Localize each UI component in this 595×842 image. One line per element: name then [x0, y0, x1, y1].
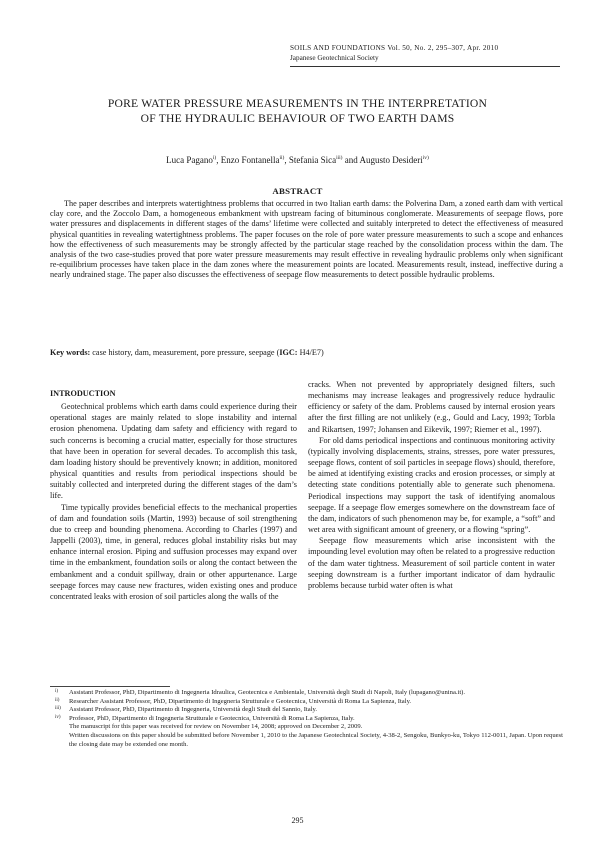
- journal-citation: SOILS AND FOUNDATIONS Vol. 50, No. 2, 295–307, Apr. 2010: [290, 44, 499, 52]
- discussion-note: [50, 732, 563, 749]
- footnote: [50, 689, 563, 698]
- author-affiliation-mark: i): [212, 155, 217, 161]
- footnote: [50, 715, 563, 724]
- footnote-text: Professor, PhD, Dipartimento di Ingegneria Strutturale e Geotecnica, Università di Roma La Sapienza, Italy.: [69, 714, 355, 722]
- title-line-2: OF THE HYDRAULIC BEHAVIOUR OF TWO EARTH DAMS: [140, 112, 455, 125]
- page-number: 295: [291, 816, 304, 825]
- author-affiliation-mark: iii): [336, 155, 343, 161]
- paragraph: Time typically provides beneficial effects to the mechanical properties of dam and foundation soils (Martin, 1993) because of soil strengthening due to creep and bounding phenomena. According to Charles (1997) and Jappelli (2003), time, in general, reduces global instability risks but may enhance internal erosion. Piping and suffusion processes may expand over time in the embankment, foundation soils or along the contact between the embankment and a conduit spillway, drain or other appurtenance. Large seepage forces may cause new fractures, widen existing ones and produce concentrated leaks with erosion of soil particles along the walls of the: [50, 502, 297, 601]
- footnote-text: Written discussions on this paper should be submitted before November 1, 2010 to the Japanese Geotechnical Society, 4-38-2, Sengoku, Bunkyo-ku, Tokyo 112-0011, Japan. Upon request the closing date may be extended one month.: [69, 731, 563, 748]
- journal-publisher: Japanese Geotechnical Society: [290, 53, 379, 62]
- author-name: Luca Pagano: [166, 155, 213, 165]
- igc-value: H4/E7): [297, 348, 324, 357]
- footnote-mark: ii): [55, 697, 60, 703]
- author-affiliation-mark: iv): [422, 155, 429, 161]
- footnote-mark: iv): [55, 714, 61, 720]
- author-affiliation-mark: ii): [279, 155, 285, 161]
- footnote-mark: iii): [55, 706, 61, 712]
- footnote-text: Researcher Assistant Professor, PhD, Dipartimento di Ingegneria Strutturale e Geotecnica, Università di Roma La Sapienza, Italy.: [69, 697, 412, 705]
- author-name: Enzo Fontanella: [220, 155, 280, 165]
- footnote-text: Assistant Professor, PhD, Dipartimento di Ingegneria Idraulica, Geotecnica e Ambientale, Università degli Studi di Napoli, Italy (lupagano@unina.it).: [69, 689, 466, 696]
- author-list: [40, 152, 555, 166]
- section-heading: INTRODUCTION: [50, 389, 116, 398]
- footnote: [50, 706, 563, 715]
- footnote: [50, 698, 563, 707]
- paper-title: [40, 96, 555, 126]
- footnote-text: The manuscript for this paper was received for review on November 14, 2008; approved on December 2, 2009.: [69, 723, 363, 731]
- paragraph: For old dams periodical inspections and continuous monitoring activity (typically involving displacements, strains, stresses, pore water pressures, seepage flows, content of soil particles in seepage flows) should, therefore, be aimed at identifying existing cracks and erosion processes, or simply at detecting state conditions potentially able to generate such phenomena. Periodical inspections may support the task of identifying anomalous seepage. If a seepage flow emerges somewhere on the downstream face of the dam, indicators of such phenomenon may be, for example, a “soft” and wet area with significant amount of greenery, or a flowing “spring”.: [308, 435, 555, 535]
- author-name: Stefania Sica: [288, 155, 337, 165]
- paragraph: Seepage flow measurements which arise inconsistent with the impounding level evolution may often be related to a progressive reduction of the dam water tightness. Measurement of soil particle content in water seeping downstream is a further important indicator of dam hydraulic problems because turbid water often is what: [308, 536, 555, 590]
- keywords-label: Key words:: [50, 348, 91, 357]
- abstract-text: The paper describes and interprets watertightness problems that occurred in two Italian earth dams: the Polverina Dam, a zoned earth dam with vertical clay core, and the Zoccolo Dam, a homogeneous embankment with upstream facing of bituminous conglomerate. Measurements of seepage flows, pore water pressures and displacements in different stages of the dams’ lifetime were collected and suitably interpreted to detect the effectiveness of measured physical quantities in revealing watertightness problems. The paper focuses on the role of pore water pressure measurements to such a scope and enhances how the effectiveness of such measurements may be strongly affected by the particular stage reached by the consolidation process within the dam. The analysis of the two case-studies proved that pore water pressure measurements may result effective in revealing hydraulic problems only when significant re-equilibrium processes have taken place in the dam zones where the measurement points are located. Measurements result, instead, ineffective during a nearly undrained stage. The paper also discusses the effectiveness of seepage flow measurements to detect possible hydraulic problems.: [50, 199, 563, 280]
- igc-label: IGC:: [279, 348, 298, 357]
- author-separator: ,: [216, 155, 221, 165]
- journal-header: [290, 44, 560, 63]
- right-column: [308, 379, 555, 591]
- footnote-mark: i): [55, 689, 59, 694]
- author-separator: and: [342, 155, 360, 165]
- keywords: [50, 348, 563, 358]
- header-rule: [290, 66, 560, 67]
- paragraph: cracks. When not prevented by appropriately designed filters, such mechanisms may increase leakages and progressively reduce hydraulic efficiency or safety of the dam. Problems caused by internal erosion years after the first filling are not unlikely (e.g., Gould and Lacy, 1993; Torbla and Rikartsen, 1997; Johansen and Eikevik, 1997; Riemer et al., 1997).: [308, 380, 555, 434]
- keywords-list: case history, dam, measurement, pore pressure, seepage (: [90, 348, 280, 357]
- abstract-heading: ABSTRACT: [272, 186, 323, 196]
- author-separator: ,: [284, 155, 289, 165]
- left-column: [50, 378, 297, 602]
- footnote-text: Assistant Professor, PhD, Dipartimento di Ingegneria, Università degli Studi del Sannio, Italy.: [69, 706, 318, 714]
- footnote-rule: [50, 686, 170, 687]
- paragraph: Geotechnical problems which earth dams could experience during their operational stages are mainly related to slope instability and internal erosion phenomena. Updating dam safety and efficiency with regard to such concerns is becoming a crucial matter, especially for those structures that have been in operation for several decades. To accomplish this task, dam loading history should be preventively known; in addition, monitored physical quantities and results from periodical inspections should be suitably collected and interpreted during the different stages of the dam’s life.: [50, 402, 297, 501]
- footnotes: [50, 689, 563, 749]
- manuscript-note: [50, 723, 563, 732]
- title-line-1: PORE WATER PRESSURE MEASUREMENTS IN THE INTERPRETATION: [107, 97, 488, 110]
- author-name: Augusto Desideri: [359, 155, 423, 165]
